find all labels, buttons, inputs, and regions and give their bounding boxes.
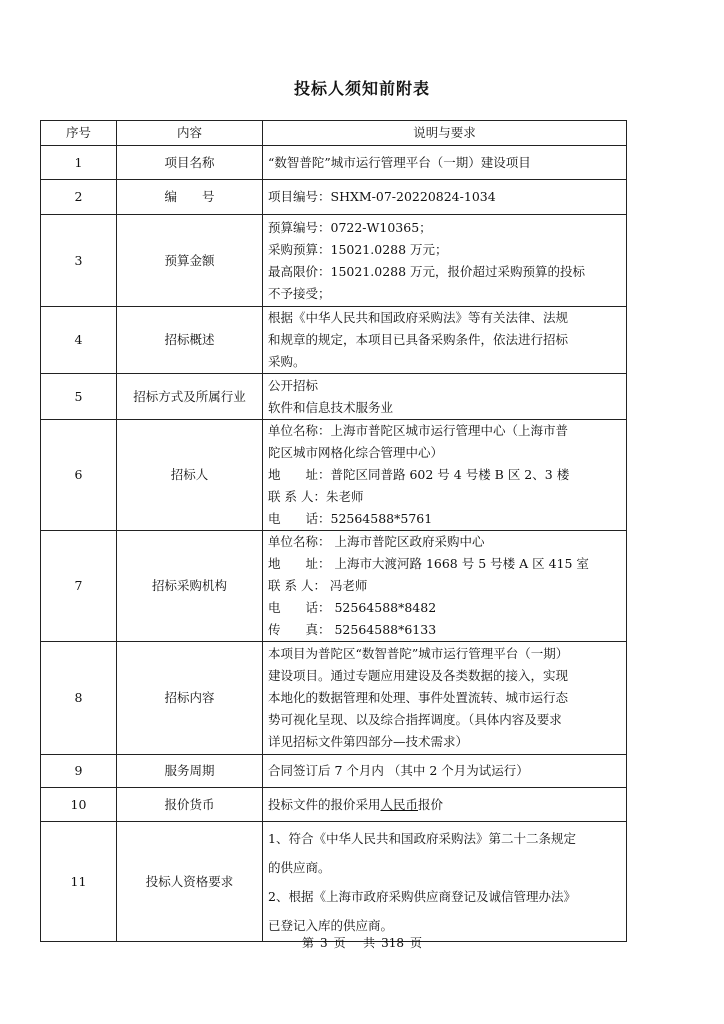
page-title: 投标人须知前附表 xyxy=(293,79,430,98)
desc-line: 1、符合《中华人民共和国政府采购法》第二十二条规定 xyxy=(268,830,576,846)
desc-line: 联 系 人： 冯老师 xyxy=(268,578,368,593)
row-desc xyxy=(263,215,627,307)
row-no: 11 xyxy=(41,822,117,942)
total-label: 共 xyxy=(363,936,376,950)
table-row xyxy=(41,755,627,788)
row-no: 6 xyxy=(41,420,117,531)
desc-line: 本项目为普陀区“数智普陀”城市运行管理平台（一期） xyxy=(268,646,569,661)
desc-line: 传 真： 52564588*6133 xyxy=(268,622,437,637)
desc-line: 地 址： 上海市大渡河路 1668 号 5 号楼 A 区 415 室 xyxy=(268,556,589,571)
row-no: 3 xyxy=(41,215,117,307)
row-desc xyxy=(263,420,627,531)
desc-line: 根据《中华人民共和国政府采购法》等有关法律、法规 xyxy=(268,310,569,325)
row-item: 招标人 xyxy=(117,420,263,531)
row-desc xyxy=(263,755,627,788)
row-no: 7 xyxy=(41,531,117,642)
table-row xyxy=(41,215,627,307)
desc-line: 和规章的规定，本项目已具备采购条件，依法进行招标 xyxy=(268,332,569,347)
desc-line: 势可视化呈现、以及综合指挥调度。（具体内容及要求 xyxy=(268,712,562,727)
page-label: 第 xyxy=(301,936,314,950)
header-no: 序号 xyxy=(41,121,117,146)
desc-line: 本地化的数据管理和处理、事件处置流转、城市运行态 xyxy=(268,690,569,705)
header-desc: 说明与要求 xyxy=(263,121,627,146)
row-no: 2 xyxy=(41,180,117,215)
desc-line: 采购预算：15021.0288 万元； xyxy=(268,241,448,257)
row-item: 招标内容 xyxy=(117,642,263,755)
desc-line: 公开招标 xyxy=(268,377,319,393)
desc-line: 2、根据《上海市政府采购供应商登记及诚信管理办法》 xyxy=(268,888,576,904)
header-item: 内容 xyxy=(117,121,263,146)
row-no: 9 xyxy=(41,755,117,788)
desc-line: 电 话： 52564588*8482 xyxy=(268,600,437,615)
desc-line: 电 话：52564588*5761 xyxy=(268,511,433,526)
desc-line: 建设项目。通过专题应用建设及各类数据的接入，实现 xyxy=(268,668,569,683)
row-item: 报价货币 xyxy=(117,788,263,822)
row-desc xyxy=(263,307,627,374)
row-item: 项目名称 xyxy=(117,146,263,180)
bid-info-table xyxy=(40,120,627,942)
table-row xyxy=(41,180,627,215)
desc-line: 不予接受； xyxy=(268,285,331,301)
desc-prefix: 投标文件的报价采用 xyxy=(268,796,381,812)
desc-line: 项目编号：SHXM-07-20220824-1034 xyxy=(268,189,496,204)
row-desc xyxy=(263,788,627,822)
page-unit: 页 xyxy=(333,936,346,950)
table-row xyxy=(41,822,627,942)
row-no: 1 xyxy=(41,146,117,180)
table-row xyxy=(41,531,627,642)
desc-line: 采购。 xyxy=(268,354,306,369)
row-no: 4 xyxy=(41,307,117,374)
row-desc xyxy=(263,374,627,420)
total-pages: 318 xyxy=(381,936,405,950)
row-no: 10 xyxy=(41,788,117,822)
row-desc xyxy=(263,642,627,755)
table-header-row xyxy=(41,121,627,146)
row-no: 5 xyxy=(41,374,117,420)
table-row xyxy=(41,788,627,822)
row-desc xyxy=(263,180,627,215)
row-item: 招标概述 xyxy=(117,307,263,374)
desc-line: 地 址：普陀区同普路 602 号 4 号楼 B 区 2、3 楼 xyxy=(268,467,570,482)
table-row xyxy=(41,146,627,180)
desc-line: 的供应商。 xyxy=(268,859,331,875)
desc-line: 联 系 人：朱老师 xyxy=(268,489,364,504)
desc-line: 已登记入库的供应商。 xyxy=(268,917,394,933)
table-row xyxy=(41,420,627,531)
desc-line: 单位名称：上海市普陀区城市运行管理中心（上海市普 xyxy=(268,423,569,438)
table-row xyxy=(41,307,627,374)
desc-line: 预算编号：0722-W10365； xyxy=(268,219,432,235)
row-item: 预算金额 xyxy=(117,215,263,307)
desc-line: “数智普陀”城市运行管理平台（一期）建设项目 xyxy=(268,154,531,170)
desc-line: 软件和信息技术服务业 xyxy=(268,399,394,415)
page-footer xyxy=(0,934,724,951)
table-row xyxy=(41,374,627,420)
row-item: 招标方式及所属行业 xyxy=(117,374,263,420)
row-item: 编 号 xyxy=(117,180,263,215)
row-desc xyxy=(263,146,627,180)
row-item: 招标采购机构 xyxy=(117,531,263,642)
table-row xyxy=(41,642,627,755)
row-item: 服务周期 xyxy=(117,755,263,788)
desc-line: 陀区城市网格化综合管理中心） xyxy=(268,445,444,460)
row-no: 8 xyxy=(41,642,117,755)
desc-line: 单位名称： 上海市普陀区政府采购中心 xyxy=(268,534,485,549)
desc-line: 合同签订后 7 个月内 （其中 2 个月为试运行） xyxy=(268,763,529,778)
row-item: 投标人资格要求 xyxy=(117,822,263,942)
currency-text: 人民币 xyxy=(380,796,419,812)
total-unit: 页 xyxy=(410,936,423,950)
row-desc xyxy=(263,531,627,642)
row-desc xyxy=(263,822,627,942)
desc-line xyxy=(268,794,621,816)
desc-line: 最高限价：15021.0288 万元，报价超过采购预算的投标 xyxy=(268,263,586,279)
page-number: 3 xyxy=(319,936,328,950)
desc-suffix: 报价 xyxy=(418,796,444,812)
desc-line: 详见招标文件第四部分—技术需求） xyxy=(268,734,469,749)
